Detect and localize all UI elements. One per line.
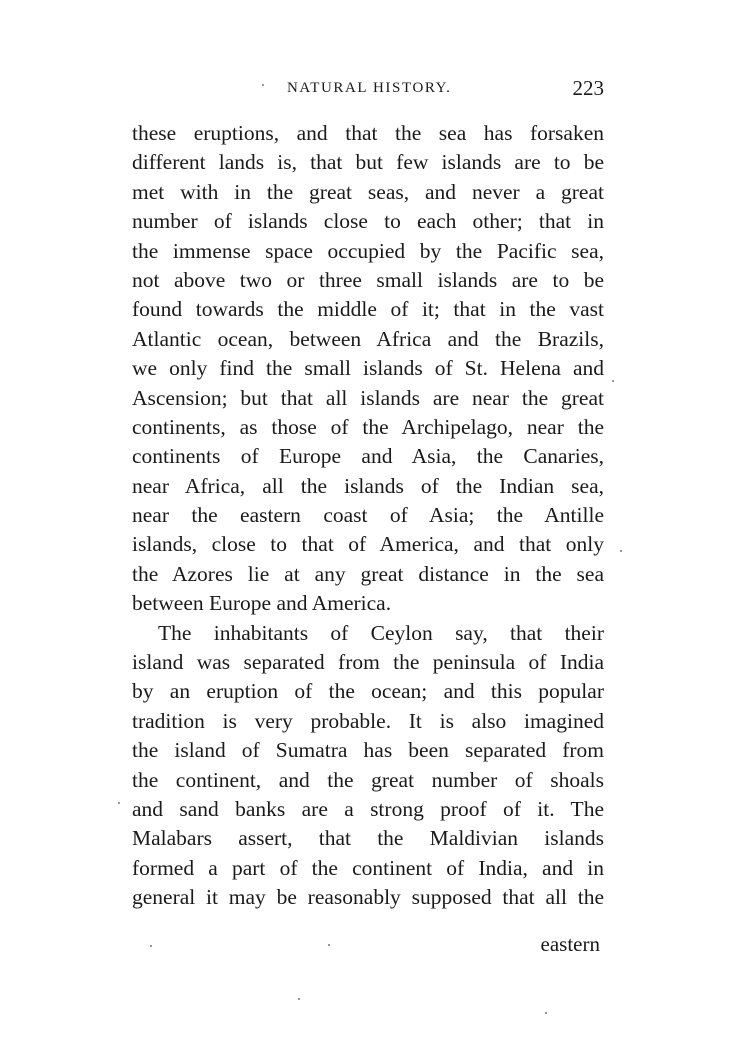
catchword: eastern (540, 932, 600, 956)
text-line: islands, close to that of America, and that only (132, 532, 604, 557)
ink-speck (150, 945, 152, 947)
text-line: the Azores lie at any great distance in the sea (132, 561, 604, 586)
paragraph (132, 619, 604, 913)
text-line: different lands is, that but few islands are to be (132, 150, 604, 175)
text-line: The inhabitants of Ceylon say, that their (158, 620, 604, 645)
text-line: near the eastern coast of Asia; the Antille (132, 503, 604, 528)
ink-speck (262, 84, 264, 86)
text-line: number of islands close to each other; that in (132, 209, 604, 234)
text-line: found towards the middle of it; that in the vast (132, 297, 604, 322)
ink-speck (118, 802, 120, 804)
ink-speck (545, 1012, 547, 1014)
ink-speck (328, 944, 330, 946)
text-line: Atlantic ocean, between Africa and the Brazils, (132, 326, 604, 351)
text-line: Ascension; but that all islands are near the great (132, 385, 604, 410)
text-line: formed a part of the continent of India, and in (132, 855, 604, 880)
text-line: general it may be reasonably supposed that all the (132, 885, 604, 910)
text-line: by an eruption of the ocean; and this popular (132, 679, 604, 704)
running-title: NATURAL HISTORY. (287, 80, 452, 96)
text-line: tradition is very probable. It is also imagined (132, 708, 604, 733)
page-number: 223 (572, 76, 604, 100)
text-line: Malabars assert, that the Maldivian islands (132, 826, 604, 851)
text-line: island was separated from the peninsula of India (132, 650, 604, 675)
text-line: the immense space occupied by the Pacific sea, (132, 238, 604, 263)
body-text (132, 119, 604, 913)
text-line: these eruptions, and that the sea has forsaken (132, 121, 604, 145)
text-line: the island of Sumatra has been separated from (132, 738, 604, 763)
text-line: we only find the small islands of St. Helena and (132, 356, 604, 381)
text-line: met with in the great seas, and never a great (132, 179, 604, 204)
text-line: continents of Europe and Asia, the Canaries, (132, 444, 604, 469)
ink-speck (612, 380, 614, 382)
text-line: near Africa, all the islands of the Indian sea, (132, 473, 604, 498)
text-line: continents, as those of the Archipelago, near the (132, 414, 604, 439)
text-line: and sand banks are a strong proof of it. The (132, 796, 604, 821)
text-line: not above two or three small islands are to be (132, 267, 604, 292)
running-head (132, 78, 604, 102)
text-line: the continent, and the great number of shoals (132, 767, 604, 792)
paragraph (132, 119, 604, 619)
ink-speck (620, 550, 622, 552)
ink-speck (298, 998, 300, 1000)
text-line: between Europe and America. (132, 591, 392, 616)
